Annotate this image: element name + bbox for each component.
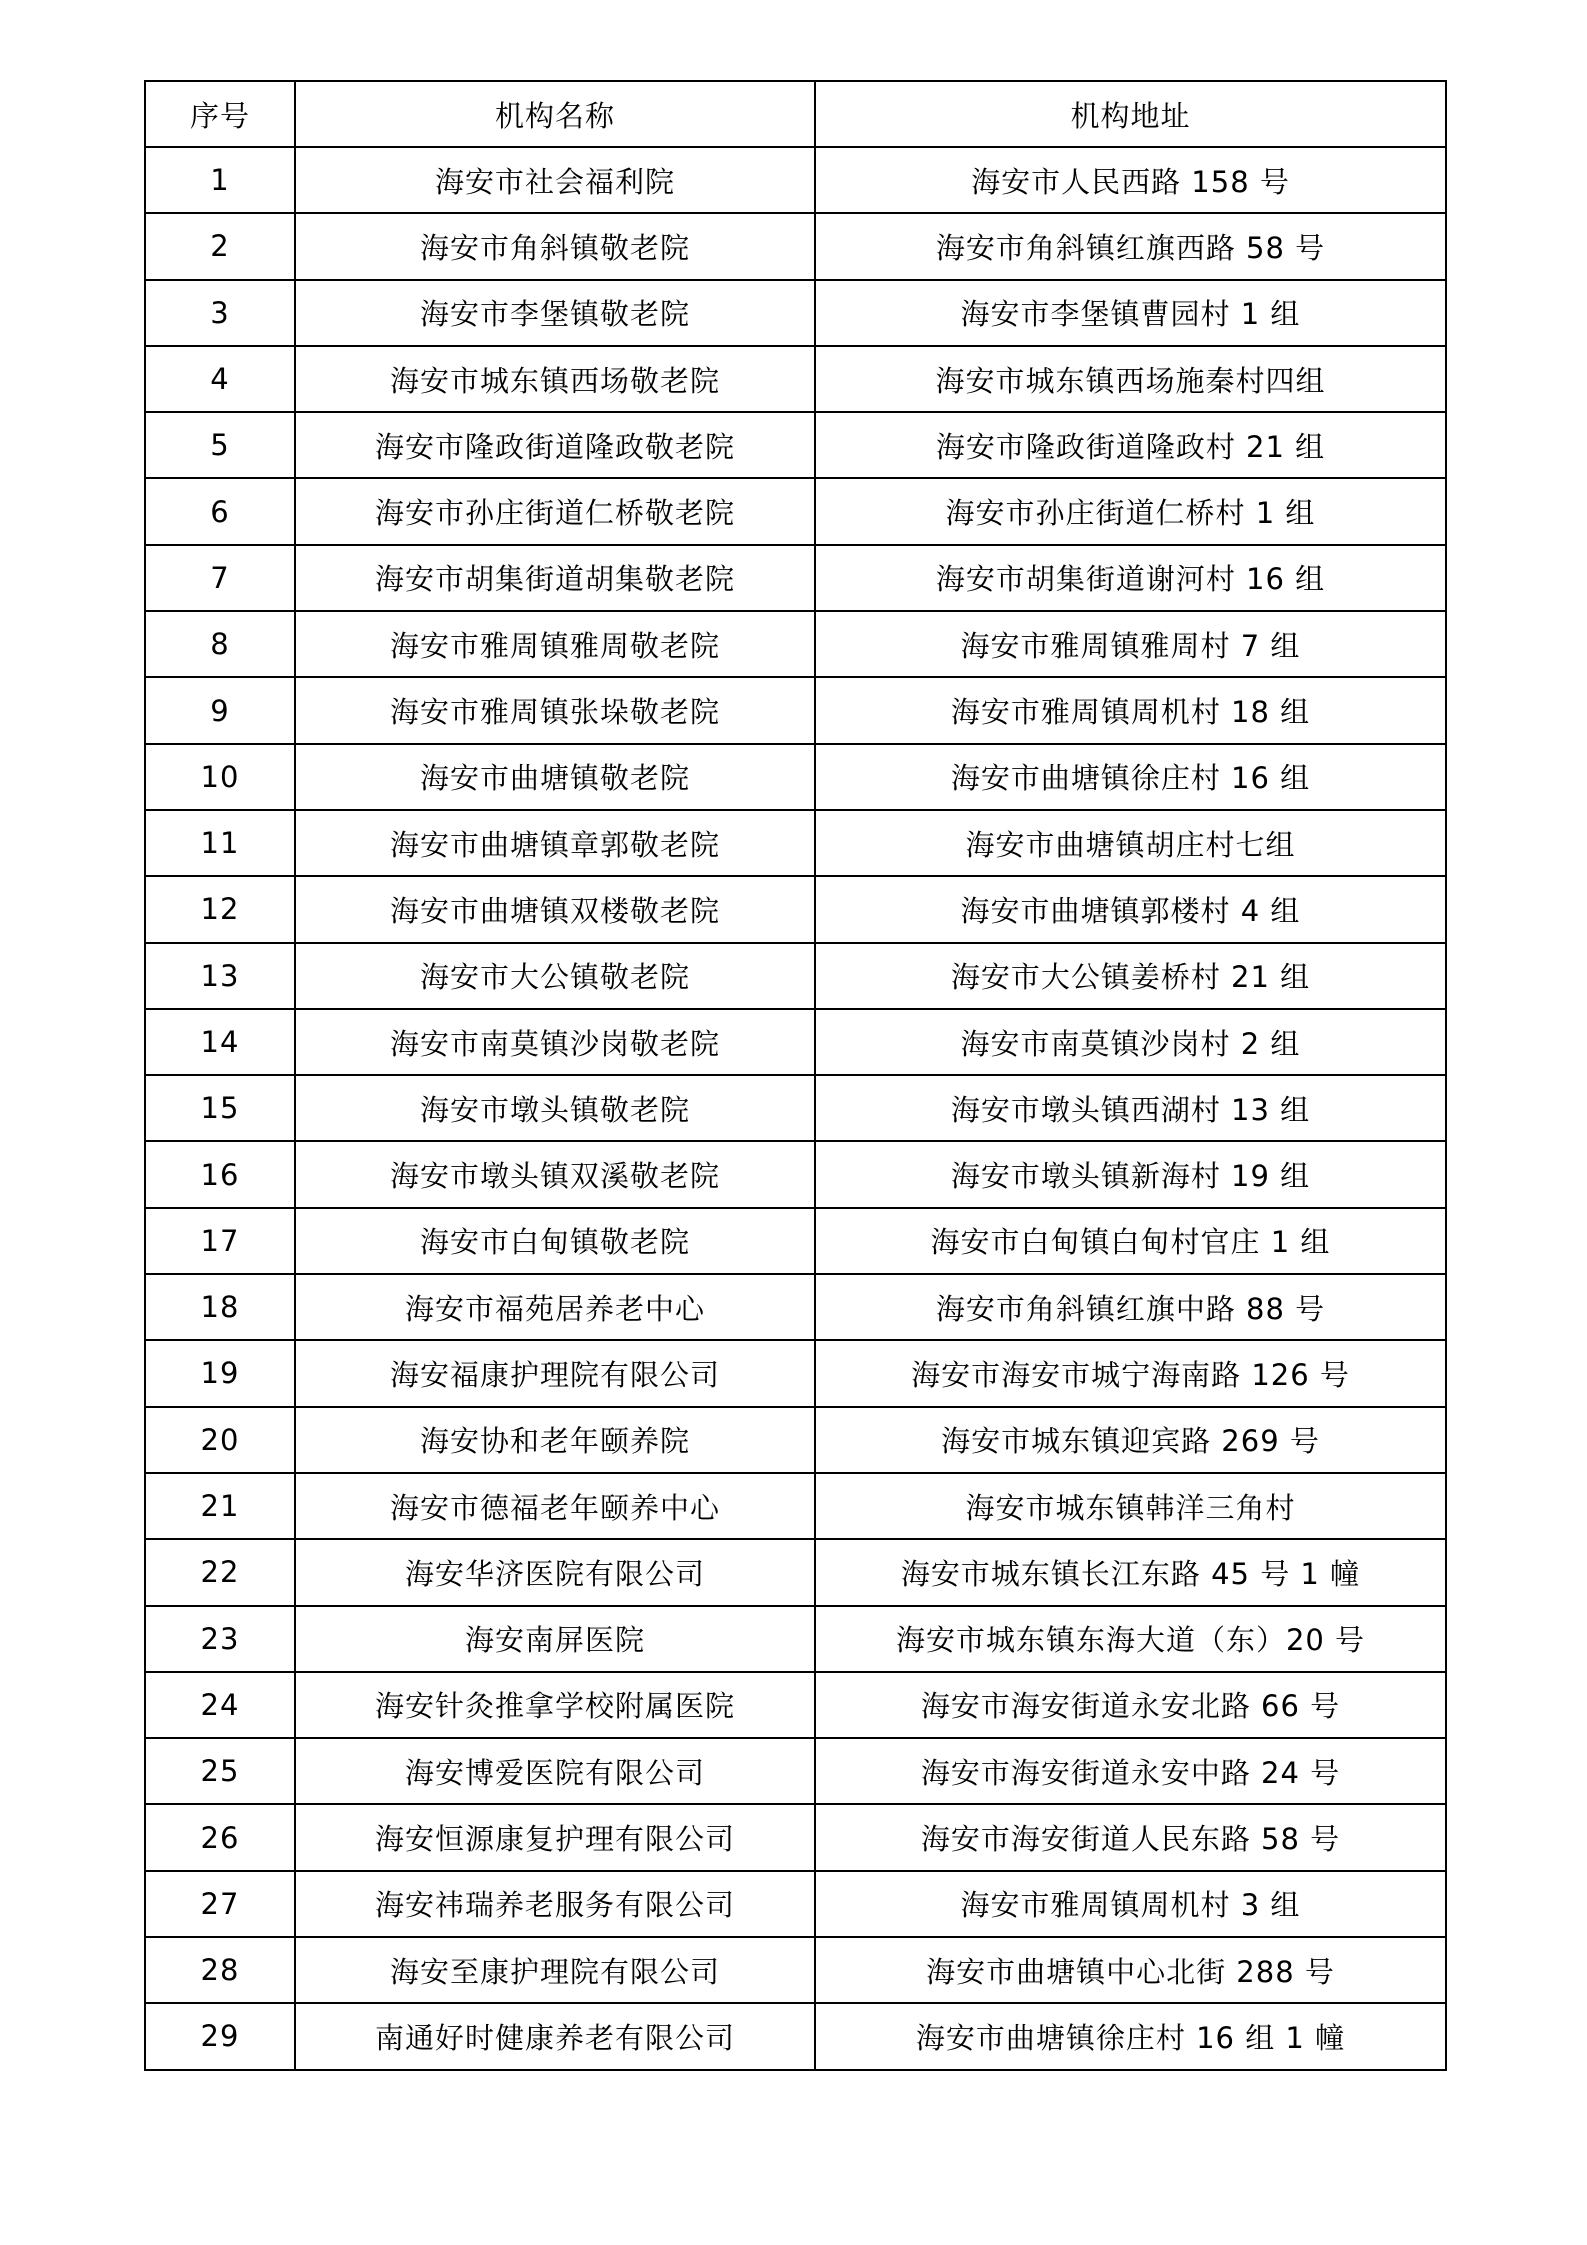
institution-address: 海安市隆政街道隆政村 21 组 bbox=[815, 412, 1446, 478]
institution-name: 海安市胡集街道胡集敬老院 bbox=[295, 545, 815, 611]
institution-name: 海安华济医院有限公司 bbox=[295, 1539, 815, 1605]
row-index: 25 bbox=[145, 1738, 295, 1804]
row-index: 12 bbox=[145, 876, 295, 942]
row-index: 20 bbox=[145, 1407, 295, 1473]
institution-name: 海安市曲塘镇双楼敬老院 bbox=[295, 876, 815, 942]
institution-address: 海安市海安街道人民东路 58 号 bbox=[815, 1804, 1446, 1870]
table-row bbox=[145, 611, 1446, 677]
institution-name: 海安市曲塘镇敬老院 bbox=[295, 744, 815, 810]
table-row bbox=[145, 346, 1446, 412]
table-row bbox=[145, 744, 1446, 810]
institution-address: 海安市人民西路 158 号 bbox=[815, 147, 1446, 213]
institution-address: 海安市大公镇姜桥村 21 组 bbox=[815, 943, 1446, 1009]
table-row bbox=[145, 1738, 1446, 1804]
institution-address: 海安市角斜镇红旗西路 58 号 bbox=[815, 213, 1446, 279]
table-row bbox=[145, 943, 1446, 1009]
row-index: 29 bbox=[145, 2003, 295, 2069]
row-index: 7 bbox=[145, 545, 295, 611]
institution-name: 海安市角斜镇敬老院 bbox=[295, 213, 815, 279]
institution-name: 海安市社会福利院 bbox=[295, 147, 815, 213]
header-index: 序号 bbox=[145, 81, 295, 147]
institution-name: 海安南屏医院 bbox=[295, 1606, 815, 1672]
institution-address: 海安市曲塘镇胡庄村七组 bbox=[815, 810, 1446, 876]
institution-address: 海安市孙庄街道仁桥村 1 组 bbox=[815, 478, 1446, 544]
row-index: 5 bbox=[145, 412, 295, 478]
institution-address: 海安市城东镇东海大道（东）20 号 bbox=[815, 1606, 1446, 1672]
table-row bbox=[145, 1407, 1446, 1473]
table-row bbox=[145, 1804, 1446, 1870]
institution-address: 海安市曲塘镇中心北街 288 号 bbox=[815, 1937, 1446, 2003]
institution-address: 海安市墩头镇新海村 19 组 bbox=[815, 1141, 1446, 1207]
institution-address: 海安市城东镇长江东路 45 号 1 幢 bbox=[815, 1539, 1446, 1605]
row-index: 9 bbox=[145, 677, 295, 743]
institution-address: 海安市海安市城宁海南路 126 号 bbox=[815, 1340, 1446, 1406]
table-row bbox=[145, 1075, 1446, 1141]
institution-name: 海安市墩头镇双溪敬老院 bbox=[295, 1141, 815, 1207]
table-row bbox=[145, 810, 1446, 876]
institution-name: 海安市曲塘镇章郭敬老院 bbox=[295, 810, 815, 876]
institution-name: 海安市大公镇敬老院 bbox=[295, 943, 815, 1009]
institution-name: 海安市李堡镇敬老院 bbox=[295, 280, 815, 346]
table-header-row bbox=[145, 81, 1446, 147]
institution-name: 海安祎瑞养老服务有限公司 bbox=[295, 1871, 815, 1937]
institution-name: 南通好时健康养老有限公司 bbox=[295, 2003, 815, 2069]
row-index: 1 bbox=[145, 147, 295, 213]
table-row bbox=[145, 1208, 1446, 1274]
institution-address: 海安市海安街道永安中路 24 号 bbox=[815, 1738, 1446, 1804]
row-index: 4 bbox=[145, 346, 295, 412]
table-row bbox=[145, 1141, 1446, 1207]
institution-address: 海安市白甸镇白甸村官庄 1 组 bbox=[815, 1208, 1446, 1274]
table-row bbox=[145, 1009, 1446, 1075]
institution-name: 海安市德福老年颐养中心 bbox=[295, 1473, 815, 1539]
institution-address: 海安市曲塘镇徐庄村 16 组 1 幢 bbox=[815, 2003, 1446, 2069]
row-index: 23 bbox=[145, 1606, 295, 1672]
row-index: 8 bbox=[145, 611, 295, 677]
institution-name: 海安福康护理院有限公司 bbox=[295, 1340, 815, 1406]
institution-name: 海安市孙庄街道仁桥敬老院 bbox=[295, 478, 815, 544]
row-index: 27 bbox=[145, 1871, 295, 1937]
institution-table bbox=[144, 80, 1447, 2071]
institution-name: 海安针灸推拿学校附属医院 bbox=[295, 1672, 815, 1738]
table-row bbox=[145, 1473, 1446, 1539]
row-index: 19 bbox=[145, 1340, 295, 1406]
institution-address: 海安市城东镇西场施秦村四组 bbox=[815, 346, 1446, 412]
institution-address: 海安市胡集街道谢河村 16 组 bbox=[815, 545, 1446, 611]
institution-name: 海安市白甸镇敬老院 bbox=[295, 1208, 815, 1274]
row-index: 6 bbox=[145, 478, 295, 544]
row-index: 17 bbox=[145, 1208, 295, 1274]
row-index: 15 bbox=[145, 1075, 295, 1141]
row-index: 28 bbox=[145, 1937, 295, 2003]
institution-address: 海安市李堡镇曹园村 1 组 bbox=[815, 280, 1446, 346]
table-row bbox=[145, 213, 1446, 279]
table-row bbox=[145, 1274, 1446, 1340]
row-index: 14 bbox=[145, 1009, 295, 1075]
institution-address: 海安市海安街道永安北路 66 号 bbox=[815, 1672, 1446, 1738]
table-row bbox=[145, 147, 1446, 213]
table-row bbox=[145, 1672, 1446, 1738]
table-row bbox=[145, 1539, 1446, 1605]
institution-name: 海安市雅周镇雅周敬老院 bbox=[295, 611, 815, 677]
institution-address: 海安市曲塘镇郭楼村 4 组 bbox=[815, 876, 1446, 942]
row-index: 16 bbox=[145, 1141, 295, 1207]
table-row bbox=[145, 412, 1446, 478]
table-row bbox=[145, 1871, 1446, 1937]
institution-name: 海安市南莫镇沙岗敬老院 bbox=[295, 1009, 815, 1075]
row-index: 3 bbox=[145, 280, 295, 346]
row-index: 13 bbox=[145, 943, 295, 1009]
institution-name: 海安市福苑居养老中心 bbox=[295, 1274, 815, 1340]
institution-address: 海安市曲塘镇徐庄村 16 组 bbox=[815, 744, 1446, 810]
row-index: 10 bbox=[145, 744, 295, 810]
institution-name: 海安协和老年颐养院 bbox=[295, 1407, 815, 1473]
institution-address: 海安市雅周镇周机村 18 组 bbox=[815, 677, 1446, 743]
institution-name: 海安市城东镇西场敬老院 bbox=[295, 346, 815, 412]
table-row bbox=[145, 1606, 1446, 1672]
table-row bbox=[145, 545, 1446, 611]
institution-address: 海安市雅周镇周机村 3 组 bbox=[815, 1871, 1446, 1937]
row-index: 24 bbox=[145, 1672, 295, 1738]
institution-address: 海安市城东镇迎宾路 269 号 bbox=[815, 1407, 1446, 1473]
table-row bbox=[145, 2003, 1446, 2069]
row-index: 11 bbox=[145, 810, 295, 876]
table-row bbox=[145, 876, 1446, 942]
table-row bbox=[145, 677, 1446, 743]
institution-name: 海安市雅周镇张垛敬老院 bbox=[295, 677, 815, 743]
row-index: 18 bbox=[145, 1274, 295, 1340]
institution-address: 海安市墩头镇西湖村 13 组 bbox=[815, 1075, 1446, 1141]
institution-name: 海安博爱医院有限公司 bbox=[295, 1738, 815, 1804]
institution-name: 海安至康护理院有限公司 bbox=[295, 1937, 815, 2003]
institution-name: 海安市隆政街道隆政敬老院 bbox=[295, 412, 815, 478]
institution-name: 海安市墩头镇敬老院 bbox=[295, 1075, 815, 1141]
row-index: 2 bbox=[145, 213, 295, 279]
institution-name: 海安恒源康复护理有限公司 bbox=[295, 1804, 815, 1870]
table-row bbox=[145, 280, 1446, 346]
header-name: 机构名称 bbox=[295, 81, 815, 147]
institution-address: 海安市城东镇韩洋三角村 bbox=[815, 1473, 1446, 1539]
header-address: 机构地址 bbox=[815, 81, 1446, 147]
institution-address: 海安市南莫镇沙岗村 2 组 bbox=[815, 1009, 1446, 1075]
row-index: 22 bbox=[145, 1539, 295, 1605]
row-index: 26 bbox=[145, 1804, 295, 1870]
table-row bbox=[145, 1340, 1446, 1406]
row-index: 21 bbox=[145, 1473, 295, 1539]
institution-address: 海安市雅周镇雅周村 7 组 bbox=[815, 611, 1446, 677]
table-row bbox=[145, 1937, 1446, 2003]
institution-address: 海安市角斜镇红旗中路 88 号 bbox=[815, 1274, 1446, 1340]
table-row bbox=[145, 478, 1446, 544]
